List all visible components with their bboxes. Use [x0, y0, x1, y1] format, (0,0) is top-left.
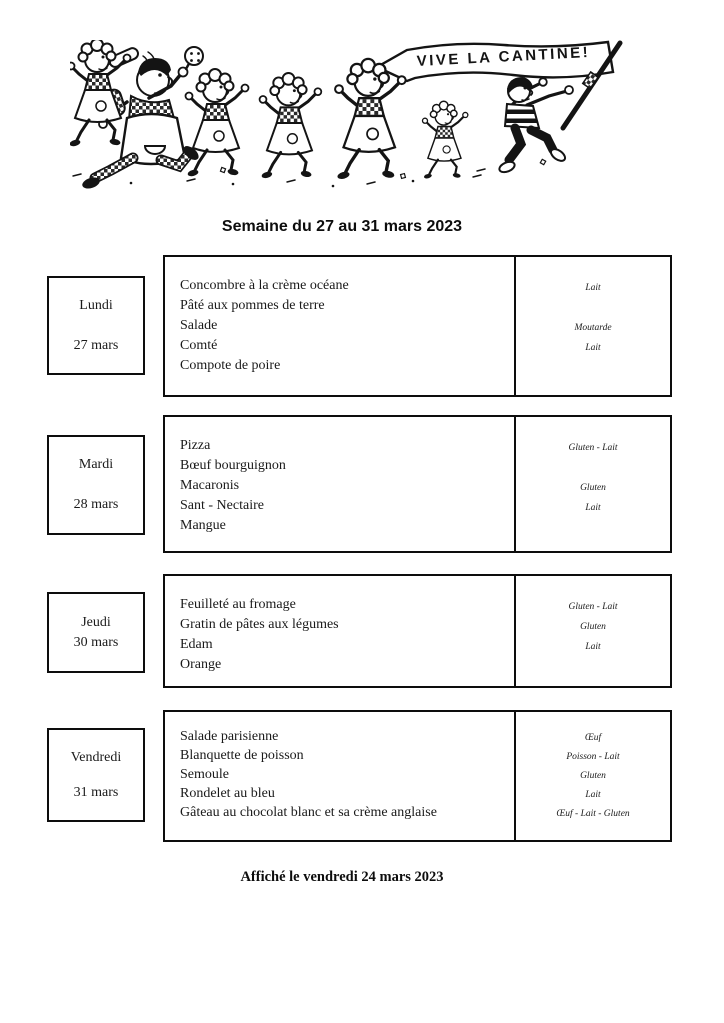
allergen: Gluten: [580, 483, 606, 493]
allergen: Gluten - Lait: [568, 602, 618, 612]
dish-list: [165, 257, 514, 395]
day-box-mardi: [47, 435, 145, 535]
day-name: Lundi: [79, 297, 113, 313]
allergen: Gluten: [580, 622, 606, 632]
dish: Mangue: [180, 518, 226, 533]
dish: Semoule: [180, 767, 229, 782]
dish: Compote de poire: [180, 358, 281, 373]
dish: Concombre à la crème océane: [180, 278, 349, 293]
dish: Pizza: [180, 438, 211, 453]
day-box-lundi: [47, 276, 145, 375]
dish-list: [165, 417, 514, 551]
allergen: [516, 458, 670, 478]
day-date: 28 mars: [73, 497, 119, 512]
day-name: Mardi: [78, 457, 114, 472]
allergen-list: [514, 257, 670, 395]
allergen: [516, 518, 670, 538]
dish: Macaronis: [180, 478, 240, 493]
dish: Salade: [180, 318, 218, 333]
menu-box-vendredi: [163, 710, 672, 842]
day-date: 31 mars: [73, 784, 119, 800]
girl-figure: [335, 59, 406, 180]
girl-figure: [260, 73, 322, 179]
allergen: [516, 657, 670, 677]
allergen: Moutarde: [574, 323, 612, 333]
day-date: 30 mars: [73, 634, 119, 650]
dish: Rondelet au bleu: [180, 786, 275, 801]
dish: Orange: [180, 657, 222, 672]
dish: Salade parisienne: [180, 729, 279, 744]
menu-box-mardi: [163, 415, 672, 553]
allergen: Gluten - Lait: [568, 443, 618, 453]
cantine-illustration: [70, 40, 632, 192]
allergen: Œuf - Lait - Gluten: [556, 809, 630, 819]
dish: Comté: [180, 338, 218, 353]
day-name: Vendredi: [70, 749, 122, 765]
allergen-list: [514, 576, 670, 686]
allergen-list: [514, 417, 670, 551]
dish: Gratin de pâtes aux légumes: [180, 617, 339, 632]
posted-date-note: Affiché le vendredi 24 mars 2023: [240, 869, 444, 885]
dish-list: [165, 576, 514, 686]
allergen: [516, 298, 670, 318]
allergen: [516, 358, 670, 378]
banner-ribbon: [377, 42, 613, 81]
dish: Edam: [180, 637, 213, 652]
dish: Bœuf bourguignon: [180, 458, 286, 473]
allergen: Lait: [585, 503, 601, 513]
dish: Gâteau au chocolat blanc et sa crème anglaise: [180, 805, 437, 820]
day-box-jeudi: [47, 592, 145, 673]
day-date: 27 mars: [73, 337, 119, 353]
girl-figure: [186, 69, 249, 177]
allergen: Œuf: [584, 733, 602, 743]
allergen: Lait: [585, 642, 601, 652]
girl-figure-small: [422, 101, 467, 179]
dish: Sant - Nectaire: [180, 498, 264, 513]
menu-box-lundi: [163, 255, 672, 397]
banner-text: VIVE LA CANTINE!: [416, 43, 591, 70]
allergen: Gluten: [580, 771, 606, 781]
dish: Feuilleté au fromage: [180, 597, 296, 612]
allergen: Lait: [585, 283, 601, 293]
page-title: Semaine du 27 au 31 mars 2023: [221, 218, 463, 235]
dish: Pâté aux pommes de terre: [180, 298, 325, 313]
cantine-illustration-svg: [70, 40, 632, 192]
allergen: Poisson - Lait: [566, 752, 620, 762]
dish-list: [165, 712, 514, 840]
allergen-list: [514, 712, 670, 840]
dish: Blanquette de poisson: [180, 748, 304, 763]
day-name: Jeudi: [81, 614, 111, 630]
allergen: Lait: [585, 790, 601, 800]
allergen: Lait: [585, 343, 601, 353]
menu-box-jeudi: [163, 574, 672, 688]
day-box-vendredi: [47, 728, 145, 822]
